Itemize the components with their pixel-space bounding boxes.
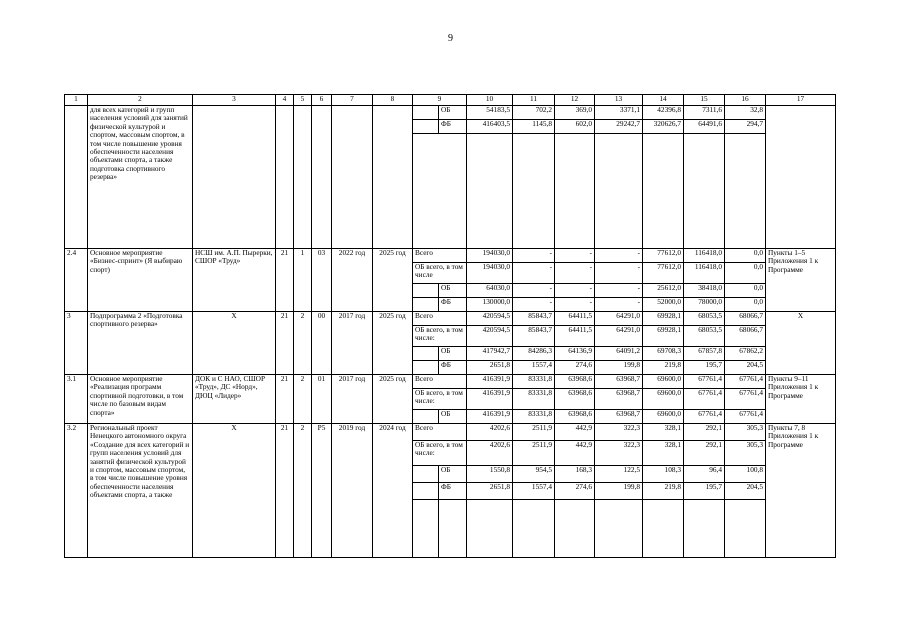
reference-cell — [766, 106, 836, 249]
value-cell: 64491,6 — [684, 120, 725, 134]
value-cell: 1557,4 — [513, 361, 555, 375]
value-cell: 38418,0 — [684, 284, 725, 298]
column-header: 6 — [312, 95, 332, 106]
source-cell: Всего — [413, 312, 467, 326]
source-cell: ОБ — [439, 106, 467, 120]
value-cell: 68066,7 — [725, 312, 766, 326]
value-cell: - — [513, 263, 555, 284]
value-cell: 274,6 — [555, 483, 595, 500]
value-cell: 416391,9 — [467, 375, 513, 389]
code-cell: 2 — [294, 312, 312, 375]
value-cell: 416391,9 — [467, 410, 513, 424]
value-cell: 204,5 — [725, 361, 766, 375]
column-header: 8 — [373, 95, 413, 106]
value-cell: 1145,8 — [513, 120, 555, 134]
value-cell: 67857,8 — [684, 347, 725, 361]
program-table — [64, 94, 836, 558]
value-cell: 322,3 — [595, 424, 643, 441]
column-header: 11 — [513, 95, 555, 106]
empty-cell — [643, 500, 684, 558]
value-cell: 100,8 — [725, 466, 766, 483]
code-cell: 01 — [312, 375, 332, 424]
row-name: для всех категорий и групп населения условий для занятий физической культурой и спортом, массовым спортом, в том числе повышение уровня обеспеченности населения объектами спорта, а также подготовка спортивного резерва» — [88, 106, 193, 249]
source-cell: ОБ всего, в том числе: — [413, 389, 467, 410]
value-cell: 0,0 — [725, 284, 766, 298]
source-cell: ФБ — [439, 361, 467, 375]
spacer-cell — [413, 106, 439, 120]
empty-cell — [413, 134, 467, 249]
value-cell: 69600,0 — [643, 410, 684, 424]
value-cell: 69928,1 — [643, 312, 684, 326]
empty-cell — [467, 500, 513, 558]
value-cell: 954,5 — [513, 466, 555, 483]
value-cell: 68066,7 — [725, 326, 766, 347]
empty-cell — [766, 500, 836, 558]
reference-cell: Пункты 1–5 Приложения 1 к Программе — [766, 249, 836, 312]
value-cell: 2511,9 — [513, 424, 555, 441]
value-cell: 68053,5 — [684, 326, 725, 347]
source-cell: ОБ всего, в том числе: — [413, 326, 467, 347]
value-cell: 69928,1 — [643, 326, 684, 347]
column-header: 16 — [725, 95, 766, 106]
code-cell: 21 — [276, 312, 294, 375]
value-cell: 32,8 — [725, 106, 766, 120]
value-cell: 63968,7 — [595, 410, 643, 424]
value-cell: 64091,2 — [595, 347, 643, 361]
value-cell: 67761,4 — [725, 389, 766, 410]
source-cell: ОБ — [439, 347, 467, 361]
empty-cell — [467, 134, 513, 249]
row-number: 3.2 — [65, 424, 88, 500]
value-cell: 199,8 — [595, 361, 643, 375]
value-cell: 64291,0 — [595, 326, 643, 347]
value-cell: 417942,7 — [467, 347, 513, 361]
value-cell: 292,1 — [684, 440, 725, 465]
empty-cell — [193, 500, 276, 558]
table-row — [65, 106, 836, 120]
code-cell: 1 — [294, 249, 312, 312]
empty-cell — [276, 500, 294, 558]
empty-cell — [312, 500, 332, 558]
value-cell: 204,5 — [725, 483, 766, 500]
empty-cell — [684, 134, 725, 249]
empty-cell — [294, 500, 312, 558]
column-header: 15 — [684, 95, 725, 106]
value-cell: 54183,5 — [467, 106, 513, 120]
value-cell: 130000,0 — [467, 298, 513, 312]
value-cell: 416403,5 — [467, 120, 513, 134]
value-cell: - — [555, 249, 595, 263]
executor-cell: Х — [193, 312, 276, 375]
value-cell: 7311,6 — [684, 106, 725, 120]
value-cell: 2651,8 — [467, 361, 513, 375]
value-cell: 305,3 — [725, 440, 766, 465]
value-cell: 83331,8 — [513, 389, 555, 410]
value-cell: 420594,5 — [467, 326, 513, 347]
empty-cell — [88, 500, 193, 558]
value-cell: 85843,7 — [513, 312, 555, 326]
value-cell: 63968,6 — [555, 389, 595, 410]
value-cell: - — [513, 249, 555, 263]
source-cell: ОБ — [439, 466, 467, 483]
year-start-cell: 2022 год — [332, 249, 373, 312]
empty-cell — [332, 500, 373, 558]
header-row — [65, 95, 836, 106]
value-cell: 108,3 — [643, 466, 684, 483]
value-cell: 116418,0 — [684, 263, 725, 284]
value-cell: 63968,7 — [595, 389, 643, 410]
value-cell: 96,4 — [684, 466, 725, 483]
spacer-cell — [413, 483, 439, 500]
empty-cell — [725, 500, 766, 558]
value-cell: 292,1 — [684, 424, 725, 441]
value-cell: 274,6 — [555, 361, 595, 375]
empty-cell — [413, 500, 439, 558]
value-cell: 25612,0 — [643, 284, 684, 298]
value-cell: 63968,6 — [555, 375, 595, 389]
value-cell: 77612,0 — [643, 263, 684, 284]
source-cell: ФБ — [439, 298, 467, 312]
column-header: 13 — [595, 95, 643, 106]
code-cell: 21 — [276, 249, 294, 312]
value-cell: 4202,6 — [467, 424, 513, 441]
source-cell: ФБ — [439, 120, 467, 134]
value-cell: 1550,8 — [467, 466, 513, 483]
value-cell: 320626,7 — [643, 120, 684, 134]
executor-cell: ДОК и С НАО, СШОР «Труд», ДС «Норд», ДЮЦ «Лидер» — [193, 375, 276, 424]
row-name: Региональный проект Ненецкого автономного округа «Создание для всех категорий и групп населения условий для занятий физической культурой и спортом, массовым спортом, в том числе повышение уровня обеспеченности населения объектами спорта, а также — [88, 424, 193, 500]
column-header: 1 — [65, 95, 88, 106]
value-cell: 64411,5 — [555, 326, 595, 347]
source-cell: ОБ — [439, 284, 467, 298]
source-cell: ОБ — [439, 410, 467, 424]
value-cell: 84286,3 — [513, 347, 555, 361]
column-header: 14 — [643, 95, 684, 106]
value-cell: 420594,5 — [467, 312, 513, 326]
value-cell: 83331,8 — [513, 410, 555, 424]
value-cell: 194030,0 — [467, 249, 513, 263]
value-cell: 116418,0 — [684, 249, 725, 263]
value-cell: 42396,8 — [643, 106, 684, 120]
spacer-cell — [413, 466, 439, 483]
spacer-cell — [413, 347, 439, 361]
value-cell: - — [513, 284, 555, 298]
reference-cell: Х — [766, 312, 836, 375]
value-cell: 194030,0 — [467, 263, 513, 284]
spacer-cell — [413, 410, 439, 424]
value-cell: - — [555, 284, 595, 298]
value-cell: 64291,0 — [595, 312, 643, 326]
spacer-cell — [413, 298, 439, 312]
table-row — [65, 424, 836, 441]
value-cell: 442,9 — [555, 440, 595, 465]
column-header: 3 — [193, 95, 276, 106]
year-end-cell: 2025 год — [373, 312, 413, 375]
source-cell: ФБ — [439, 483, 467, 500]
empty-cell — [65, 500, 88, 558]
row-name: Подпрограмма 2 «Подготовка спортивного резерва» — [88, 312, 193, 375]
page-number: 9 — [448, 33, 453, 44]
spacer-cell — [413, 361, 439, 375]
value-cell: 2511,9 — [513, 440, 555, 465]
value-cell: 85843,7 — [513, 326, 555, 347]
code-cell: 2 — [294, 375, 312, 424]
source-cell: Всего — [413, 249, 467, 263]
value-cell: 83331,8 — [513, 375, 555, 389]
executor-cell: НСШ им. А.П. Пырерки, СШОР «Труд» — [193, 249, 276, 312]
empty-cell — [513, 500, 555, 558]
empty-cell — [193, 106, 276, 249]
value-cell: 69600,0 — [643, 389, 684, 410]
value-cell: 219,8 — [643, 483, 684, 500]
value-cell: - — [555, 298, 595, 312]
value-cell: 0,0 — [725, 298, 766, 312]
value-cell: 294,7 — [725, 120, 766, 134]
reference-cell: Пункты 7, 8 Приложения 1 к Программе — [766, 424, 836, 500]
value-cell: 168,3 — [555, 466, 595, 483]
column-header: 12 — [555, 95, 595, 106]
year-end-cell: 2025 год — [373, 249, 413, 312]
value-cell: 328,1 — [643, 440, 684, 465]
row-number: 3.1 — [65, 375, 88, 424]
empty-cell — [373, 106, 413, 249]
year-start-cell: 2017 год — [332, 375, 373, 424]
value-cell: 64136,9 — [555, 347, 595, 361]
value-cell: 195,7 — [684, 361, 725, 375]
value-cell: 2651,8 — [467, 483, 513, 500]
value-cell: 322,3 — [595, 440, 643, 465]
table-row — [65, 249, 836, 263]
empty-cell — [332, 106, 373, 249]
value-cell: 67761,4 — [684, 389, 725, 410]
value-cell: 122,5 — [595, 466, 643, 483]
value-cell: 219,8 — [643, 361, 684, 375]
value-cell: 0,0 — [725, 249, 766, 263]
value-cell: 369,0 — [555, 106, 595, 120]
row-number: 3 — [65, 312, 88, 375]
value-cell: - — [513, 298, 555, 312]
row-name: Основное мероприятие «Реализация программ спортивной подготовки, в том числе по базовым видам спорта» — [88, 375, 193, 424]
value-cell: 63968,6 — [555, 410, 595, 424]
empty-cell — [439, 500, 467, 558]
code-cell: 21 — [276, 375, 294, 424]
value-cell: 442,9 — [555, 424, 595, 441]
year-start-cell: 2019 год — [332, 424, 373, 500]
value-cell: 602,0 — [555, 120, 595, 134]
year-start-cell: 2017 год — [332, 312, 373, 375]
value-cell: 0,0 — [725, 263, 766, 284]
value-cell: 416391,9 — [467, 389, 513, 410]
column-header: 9 — [413, 95, 467, 106]
column-header: 7 — [332, 95, 373, 106]
value-cell: 328,1 — [643, 424, 684, 441]
value-cell: 1557,4 — [513, 483, 555, 500]
value-cell: - — [595, 298, 643, 312]
value-cell: 305,3 — [725, 424, 766, 441]
row-number: 2.4 — [65, 249, 88, 312]
spacer-cell — [413, 284, 439, 298]
column-header: 17 — [766, 95, 836, 106]
value-cell: 52000,0 — [643, 298, 684, 312]
value-cell: 69708,3 — [643, 347, 684, 361]
empty-cell — [513, 134, 555, 249]
value-cell: 199,8 — [595, 483, 643, 500]
source-cell: ОБ всего, в том числе — [413, 263, 467, 284]
code-cell: 21 — [276, 424, 294, 500]
column-header: 4 — [276, 95, 294, 106]
code-cell: P5 — [312, 424, 332, 500]
column-header: 5 — [294, 95, 312, 106]
empty-cell — [373, 500, 413, 558]
value-cell: 195,7 — [684, 483, 725, 500]
empty-cell — [684, 500, 725, 558]
value-cell: 68053,5 — [684, 312, 725, 326]
value-cell: 3371,1 — [595, 106, 643, 120]
value-cell: 702,2 — [513, 106, 555, 120]
value-cell: - — [595, 249, 643, 263]
column-header: 2 — [88, 95, 193, 106]
value-cell: 69600,0 — [643, 375, 684, 389]
executor-cell: Х — [193, 424, 276, 500]
value-cell: 67761,4 — [725, 410, 766, 424]
value-cell: 67761,4 — [725, 375, 766, 389]
value-cell: - — [555, 263, 595, 284]
empty-cell — [595, 500, 643, 558]
empty-cell — [312, 106, 332, 249]
value-cell: 78000,0 — [684, 298, 725, 312]
reference-cell: Пункты 9–11 Приложения 1 к Программе — [766, 375, 836, 424]
value-cell: - — [595, 284, 643, 298]
year-end-cell: 2025 год — [373, 375, 413, 424]
value-cell: 64411,5 — [555, 312, 595, 326]
empty-cell — [595, 134, 643, 249]
year-end-cell: 2024 год — [373, 424, 413, 500]
code-cell: 00 — [312, 312, 332, 375]
value-cell: 4202,6 — [467, 440, 513, 465]
empty-cell — [555, 134, 595, 249]
source-cell: Всего — [413, 375, 467, 389]
filler-row — [65, 500, 836, 558]
column-header: 10 — [467, 95, 513, 106]
row-number — [65, 106, 88, 249]
row-name: Основное мероприятие «Бизнес-спринт» (Я выбираю спорт) — [88, 249, 193, 312]
value-cell: 77612,0 — [643, 249, 684, 263]
empty-cell — [555, 500, 595, 558]
source-cell: ОБ всего, в том числе: — [413, 440, 467, 465]
value-cell: 67761,4 — [684, 375, 725, 389]
empty-cell — [294, 106, 312, 249]
value-cell: 64030,0 — [467, 284, 513, 298]
value-cell: 67862,2 — [725, 347, 766, 361]
value-cell: - — [595, 263, 643, 284]
spacer-cell — [413, 120, 439, 134]
value-cell: 63968,7 — [595, 375, 643, 389]
code-cell: 03 — [312, 249, 332, 312]
source-cell: Всего — [413, 424, 467, 441]
table-row — [65, 375, 836, 389]
empty-cell — [643, 134, 684, 249]
code-cell: 2 — [294, 424, 312, 500]
empty-cell — [276, 106, 294, 249]
table-row — [65, 312, 836, 326]
value-cell: 29242,7 — [595, 120, 643, 134]
empty-cell — [725, 134, 766, 249]
value-cell: 67761,4 — [684, 410, 725, 424]
